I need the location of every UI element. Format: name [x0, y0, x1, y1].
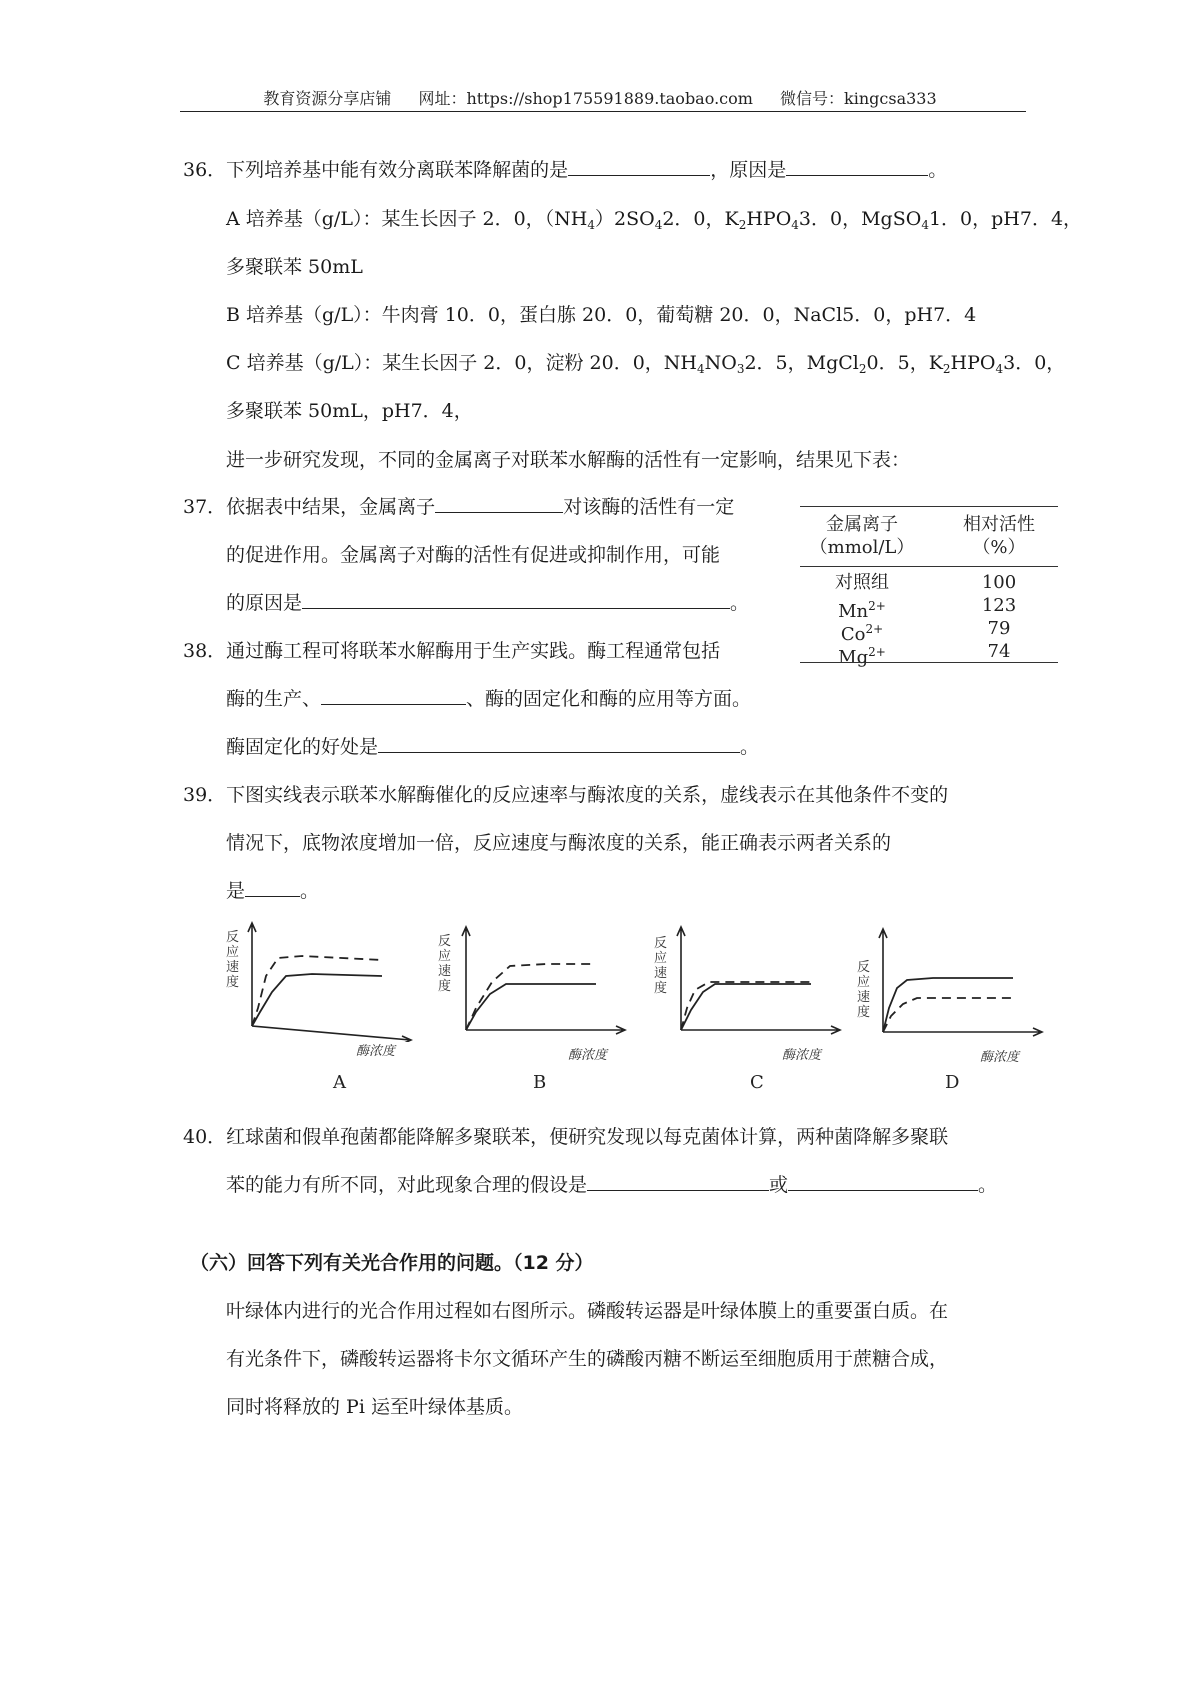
- q37-text-3: 的原因是: [226, 592, 303, 614]
- q36-stem: [183, 157, 947, 183]
- q36-a-part: 3．0，MgSO: [798, 208, 922, 230]
- q37-text: 37．依据表中结果，金属离子: [183, 496, 436, 518]
- q36-medium-c-line2: 多聚联苯 50mL，pH7．4，: [226, 400, 473, 422]
- dashed-curve: [466, 964, 596, 1030]
- q36-a-part: ）2SO: [595, 208, 655, 230]
- option-chart-C: [673, 924, 843, 1046]
- q40-line1: 40．红球菌和假单孢菌都能降解多聚联苯，便研究发现以每克菌体计算，两种菌降解多聚联: [183, 1126, 949, 1148]
- ion-charge: 2+: [868, 599, 886, 613]
- table-row-ion: [800, 641, 924, 669]
- option-chart-y-label: 反应速度: [654, 936, 668, 996]
- page-header: [0, 86, 1200, 109]
- q40-text: 苯的能力有所不同，对此现象合理的假设是: [226, 1174, 588, 1196]
- q36-answer-blank-2[interactable]: [786, 157, 928, 176]
- option-chart-B: [458, 924, 628, 1046]
- q36-a-sub: 4: [654, 218, 663, 232]
- q36-c-part: NO: [704, 352, 737, 374]
- table-col1-unit: （mmol/L）: [809, 537, 915, 558]
- q36-a-part: HPO: [746, 208, 792, 230]
- q36-medium-c: [226, 350, 1065, 382]
- q38-text-2: 、酶的固定化和酶的应用等方面。: [466, 688, 752, 710]
- header-shop: 教育资源分享店铺: [263, 89, 392, 108]
- q36-c-part: 2．5，MgCl: [744, 352, 859, 374]
- q36-c-sub: 3: [736, 362, 745, 376]
- q36-a-part: 2．0，K: [662, 208, 739, 230]
- option-chart-y-label: 反应速度: [438, 934, 452, 994]
- section6-para-line2: 有光条件下，磷酸转运器将卡尔文循环产生的磷酸丙糖不断运至细胞质用于蔗糖合成，: [226, 1348, 949, 1370]
- q36-c-part: HPO: [950, 352, 996, 374]
- ion-name: 对照组: [835, 572, 889, 593]
- q37-text-2: 对该酶的活性有一定: [563, 496, 735, 518]
- q39-line1: 39．下图实线表示联苯水解酶催化的反应速率与酶浓度的关系，虚线表示在其他条件不变的: [183, 784, 949, 806]
- q38-line2: [226, 686, 751, 712]
- q36-medium-a-line2: 多聚联苯 50mL: [226, 256, 363, 278]
- ion-name: Mg: [838, 647, 869, 668]
- table-row-ion: [800, 572, 924, 594]
- option-chart-x-label: 酶浓度: [568, 1048, 608, 1063]
- q37-line3: [226, 590, 749, 616]
- header-rule: [180, 111, 1026, 112]
- header-wechat: 微信号：kingcsa333: [780, 89, 937, 108]
- q40-answer-blank-1[interactable]: [587, 1172, 769, 1191]
- q39-end: 。: [300, 880, 320, 902]
- option-chart-x-label: 酶浓度: [782, 1048, 822, 1063]
- option-chart-D: [875, 926, 1045, 1048]
- ion-name: Mn: [838, 601, 869, 622]
- q36-c-part: 0．5，K: [866, 352, 943, 374]
- x-axis: [681, 1026, 840, 1034]
- q37-line2: 的促进作用。金属离子对酶的活性有促进或抑制作用，可能: [226, 544, 721, 566]
- table-row-activity: 100: [981, 572, 1017, 593]
- q37-answer-blank-1[interactable]: [435, 494, 563, 513]
- y-axis: [462, 927, 470, 1030]
- q36-a-sub: 4: [791, 218, 799, 232]
- q38-line3: [226, 734, 759, 760]
- q36-further: 进一步研究发现，不同的金属离子对联苯水解酶的活性有一定影响，结果见下表：: [226, 449, 911, 471]
- q36-medium-b: B 培养基（g/L）：牛肉膏 10．0，蛋白胨 20．0，葡萄糖 20．0，NaCl5．0，pH7．4: [226, 304, 977, 326]
- q36-a-sub: 4: [921, 218, 929, 232]
- q39-line2: 情况下，底物浓度增加一倍，反应速度与酶浓度的关系，能正确表示两者关系的: [226, 832, 892, 854]
- option-letter-A[interactable]: A: [333, 1072, 346, 1093]
- option-chart-x-label: 酶浓度: [980, 1050, 1020, 1065]
- solid-curve: [252, 974, 382, 1026]
- solid-curve: [681, 984, 811, 1030]
- option-letter-C[interactable]: C: [750, 1072, 764, 1093]
- table-col1-header: 金属离子: [826, 514, 898, 535]
- solid-curve: [466, 984, 596, 1030]
- table-row-activity: 74: [987, 641, 1011, 662]
- y-axis: [248, 923, 256, 1026]
- option-chart-x-label: 酶浓度: [356, 1044, 396, 1059]
- q39-text: 是: [226, 880, 246, 902]
- table-row-activity: 79: [987, 618, 1011, 639]
- dashed-curve: [883, 998, 1013, 1032]
- q36-c-part: C 培养基（g/L）：某生长因子 2．0，淀粉 20．0，NH: [226, 352, 697, 374]
- q38-text-3: 酶固定化的好处是: [226, 736, 379, 758]
- table-bottom-rule: [800, 662, 1058, 663]
- q36-c-sub: 2: [858, 362, 867, 376]
- dashed-curve: [681, 982, 811, 1030]
- table-header-rule: [800, 566, 1058, 567]
- q38-answer-blank-1[interactable]: [321, 686, 466, 705]
- section6-title: （六）回答下列有关光合作用的问题。（12 分）: [190, 1252, 594, 1274]
- table-col2-header: 相对活性: [963, 514, 1035, 535]
- table-col2-unit: （%）: [972, 537, 1026, 558]
- q36-c-part: 3．0，: [1003, 352, 1066, 374]
- q36-stem-end: 。: [928, 159, 948, 181]
- option-chart-A: [244, 920, 414, 1042]
- option-letter-D[interactable]: D: [945, 1072, 960, 1093]
- q36-stem-text: 36．下列培养基中能有效分离联苯降解菌的是: [183, 159, 569, 181]
- q36-c-sub: 4: [995, 362, 1004, 376]
- header-url: 网址：https://shop175591889.taobao.com: [418, 89, 753, 108]
- q36-c-sub: 4: [696, 362, 705, 376]
- q40-end: 。: [978, 1174, 998, 1196]
- q36-a-part: A 培养基（g/L）：某生长因子 2．0，（NH: [226, 208, 588, 230]
- q38-text: 酶的生产、: [226, 688, 322, 710]
- q39-line3: [226, 878, 319, 904]
- q36-a-sub: 4: [587, 218, 595, 232]
- option-letter-B[interactable]: B: [533, 1072, 547, 1093]
- q40-line2: [226, 1172, 997, 1198]
- q36-a-part: 1．0，pH7．4，: [928, 208, 1083, 230]
- q36-a-sub: 2: [738, 218, 747, 232]
- q37-line1: [183, 494, 734, 520]
- section6-para-line3: 同时将释放的 Pi 运至叶绿体基质。: [226, 1396, 523, 1418]
- table-row-activity: 123: [981, 595, 1017, 616]
- q38-line1: 38．通过酶工程可将联苯水解酶用于生产实践。酶工程通常包括: [183, 640, 721, 662]
- y-axis: [879, 929, 887, 1032]
- x-axis: [883, 1028, 1042, 1036]
- option-chart-y-label: 反应速度: [226, 930, 240, 990]
- q40-text-2: 或: [769, 1174, 789, 1196]
- option-chart-y-label: 反应速度: [857, 960, 871, 1020]
- q40-answer-blank-2[interactable]: [788, 1172, 978, 1191]
- ion-name: Co: [840, 624, 866, 645]
- q37-end: 。: [730, 592, 750, 614]
- q36-medium-a: [226, 206, 1082, 238]
- q38-end: 。: [740, 736, 760, 758]
- q37-answer-blank-2[interactable]: [302, 590, 730, 609]
- q36-stem-text-2: ，原因是: [710, 159, 787, 181]
- ion-charge: 2+: [868, 645, 886, 659]
- q39-answer-blank[interactable]: [245, 878, 300, 897]
- section6-para-line1: 叶绿体内进行的光合作用过程如右图所示。磷酸转运器是叶绿体膜上的重要蛋白质。在: [226, 1300, 949, 1322]
- table-top-rule: [800, 506, 1058, 507]
- q38-answer-blank-2[interactable]: [378, 734, 740, 753]
- dashed-curve: [252, 956, 382, 1026]
- ion-charge: 2+: [865, 622, 884, 636]
- q36-c-sub: 2: [942, 362, 951, 376]
- y-axis: [677, 927, 685, 1030]
- q36-answer-blank-1[interactable]: [568, 157, 710, 176]
- x-axis: [466, 1026, 625, 1034]
